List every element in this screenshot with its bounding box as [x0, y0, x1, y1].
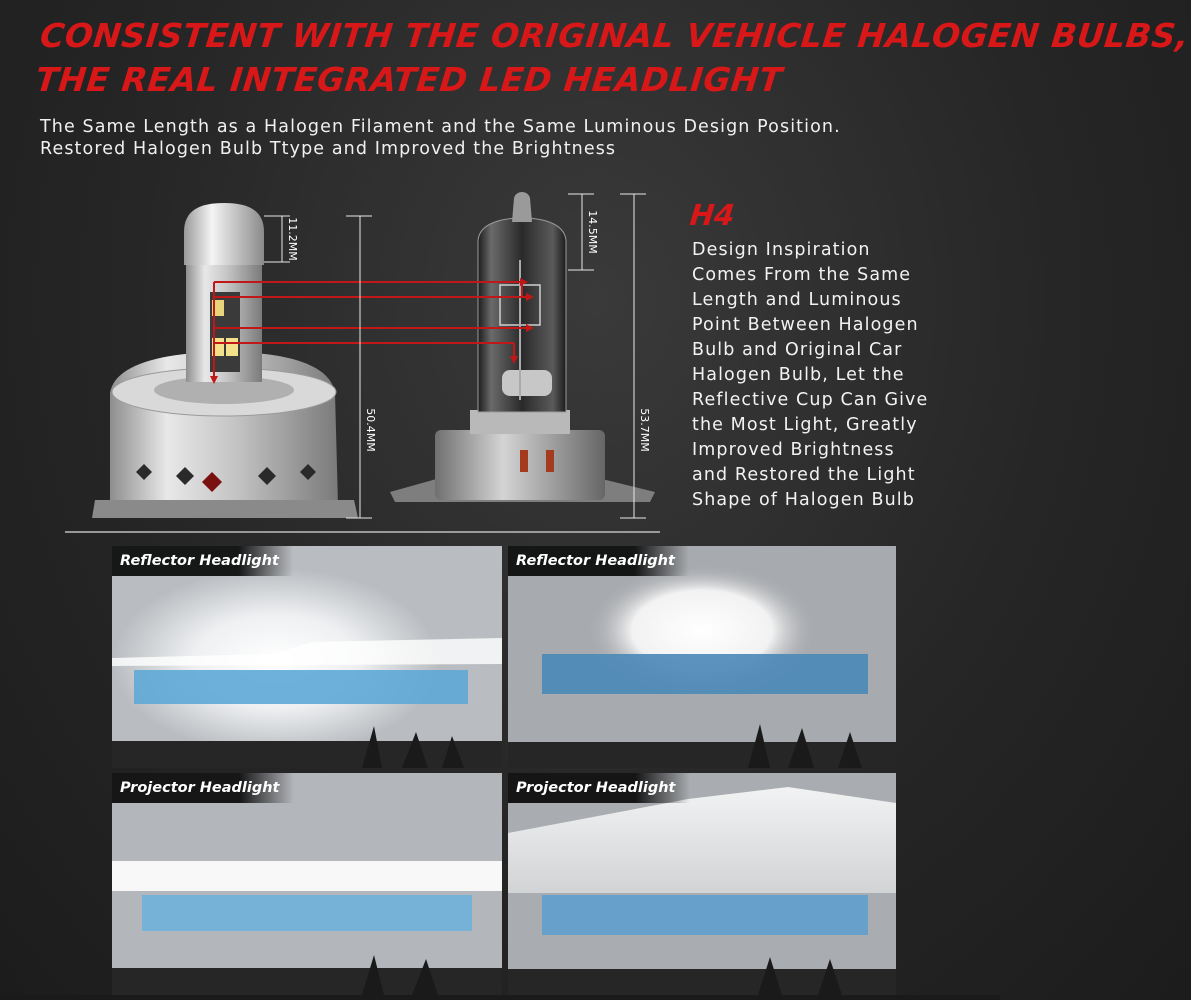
dim-led-top: 11.2MM: [286, 217, 299, 261]
halogen-bulb-image: [390, 192, 655, 502]
headline-line-1: CONSISTENT WITH THE ORIGINAL VEHICLE HALOGEN BULBS,: [38, 16, 1191, 55]
reflector-headlight-photo: [508, 546, 896, 768]
projector-headlight-photo: [508, 773, 896, 995]
h4-desc-line: Shape of Halogen Bulb: [692, 490, 915, 510]
reflector-headlight-photo: [112, 546, 502, 768]
subtitle-line-2: Restored Halogen Bulb Ttype and Improved the Brightness: [40, 139, 617, 159]
h4-description: [692, 238, 928, 513]
h4-desc-line: Design Inspiration: [692, 240, 871, 260]
h4-desc-line: Reflective Cup Can Give: [692, 390, 929, 410]
h4-desc-line: Bulb and Original Car: [692, 340, 903, 360]
h4-desc-line: the Most Light, Greatly: [692, 415, 918, 435]
projector-headlight-photo: [112, 773, 502, 995]
dim-led-total: 50.4MM: [364, 408, 377, 452]
subtitle: [40, 116, 841, 160]
h4-desc-line: Length and Luminous: [692, 290, 902, 310]
dim-halogen-total: 53.7MM: [638, 408, 651, 452]
headline: [33, 14, 1191, 102]
headline-line-2: THE REAL INTEGRATED LED HEADLIGHT: [33, 60, 785, 99]
photo-label: Projector Headlight: [508, 773, 690, 803]
h4-desc-line: and Restored the Light: [692, 465, 916, 485]
bulb-comparison-diagram: [0, 180, 690, 540]
h4-desc-line: Halogen Bulb, Let the: [692, 365, 905, 385]
h4-desc-line: Improved Brightness: [692, 440, 895, 460]
subtitle-line-1: The Same Length as a Halogen Filament and the Same Luminous Design Position.: [40, 117, 841, 137]
led-bulb-image: [92, 203, 358, 518]
footer-strip: [0, 995, 1000, 1000]
photo-label: Reflector Headlight: [508, 546, 689, 576]
photo-label: Projector Headlight: [112, 773, 294, 803]
dim-halogen-top: 14.5MM: [586, 210, 599, 254]
h4-title: H4: [688, 198, 737, 232]
h4-desc-line: Comes From the Same: [692, 265, 912, 285]
photo-label: Reflector Headlight: [112, 546, 293, 576]
h4-desc-line: Point Between Halogen: [692, 315, 919, 335]
